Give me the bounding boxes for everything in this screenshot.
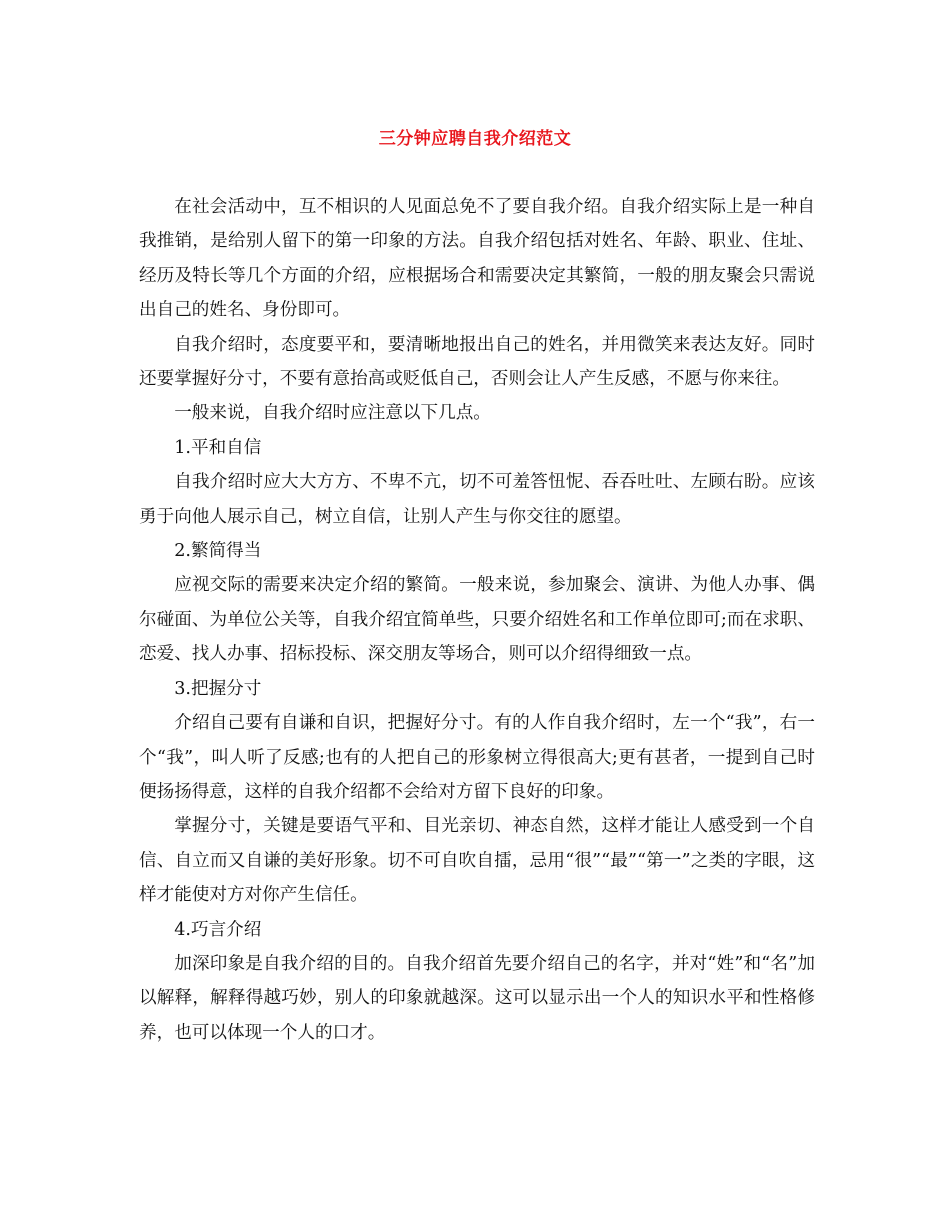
- paragraph-section-2: 应视交际的需要来决定介绍的繁简。一般来说，参加聚会、演讲、为他人办事、偶尔碰面、为单位公关等，自我介绍宜简单些，只要介绍姓名和工作单位即可;而在求职、恋爱、找人办事、招标投标、深交朋友等场合，则可以介绍得细致一点。: [139, 575, 815, 665]
- paragraph-section-3a: 介绍自己要有自谦和自识，把握好分寸。有的人作自我介绍时，左一个“我”，右一个“我”，叫人听了反感;也有的人把自己的形象树立得很高大;更有甚者，一提到自己时便扬扬得意，这样的自我介绍都不会给对方留下良好的印象。: [139, 713, 815, 802]
- document-body: [139, 190, 815, 1050]
- paragraph-section-4: 加深印象是自我介绍的目的。自我介绍首先要介绍自己的名字，并对“姓”和“名”加以解释，解释得越巧妙，别人的印象就越深。这可以显示出一个人的知识水平和性格修养，也可以体现一个人的口才。: [139, 953, 815, 1043]
- section-heading-2: 2.繁简得当: [174, 541, 262, 562]
- paragraph-attitude: 自我介绍时，态度要平和，要清晰地报出自己的姓名，并用微笑来表达友好。同时还要掌握好分寸，不要有意抬高或贬低自己，否则会让人产生反感，不愿与你来往。: [139, 334, 815, 390]
- section-heading-4: 4.巧言介绍: [174, 919, 262, 940]
- paragraph-section-3b: 掌握分寸，关键是要语气平和、目光亲切、神态自然，这样才能让人感受到一个自信、自立而又自谦的美好形象。切不可自吹自擂，忌用“很”“最”“第一”之类的字眼，这样才能使对方对你产生信任。: [139, 816, 815, 906]
- paragraph-intro: 在社会活动中，互不相识的人见面总免不了要自我介绍。自我介绍实际上是一种自我推销，是给别人留下的第一印象的方法。自我介绍包括对姓名、年龄、职业、住址、经历及特长等几个方面的介绍，应根据场合和需要决定其繁简，一般的朋友聚会只需说出自己的姓名、身份即可。: [139, 197, 815, 321]
- paragraph-points-intro: 一般来说，自我介绍时应注意以下几点。: [174, 403, 491, 424]
- section-heading-3: 3.把握分寸: [174, 678, 262, 699]
- document-title: 三分钟应聘自我介绍范文: [378, 129, 572, 149]
- section-heading-1: 1.平和自信: [174, 437, 262, 458]
- paragraph-section-1: 自我介绍时应大大方方、不卑不亢，切不可羞答忸怩、吞吞吐吐、左顾右盼。应该勇于向他人展示自己，树立自信，让别人产生与你交往的愿望。: [139, 472, 815, 527]
